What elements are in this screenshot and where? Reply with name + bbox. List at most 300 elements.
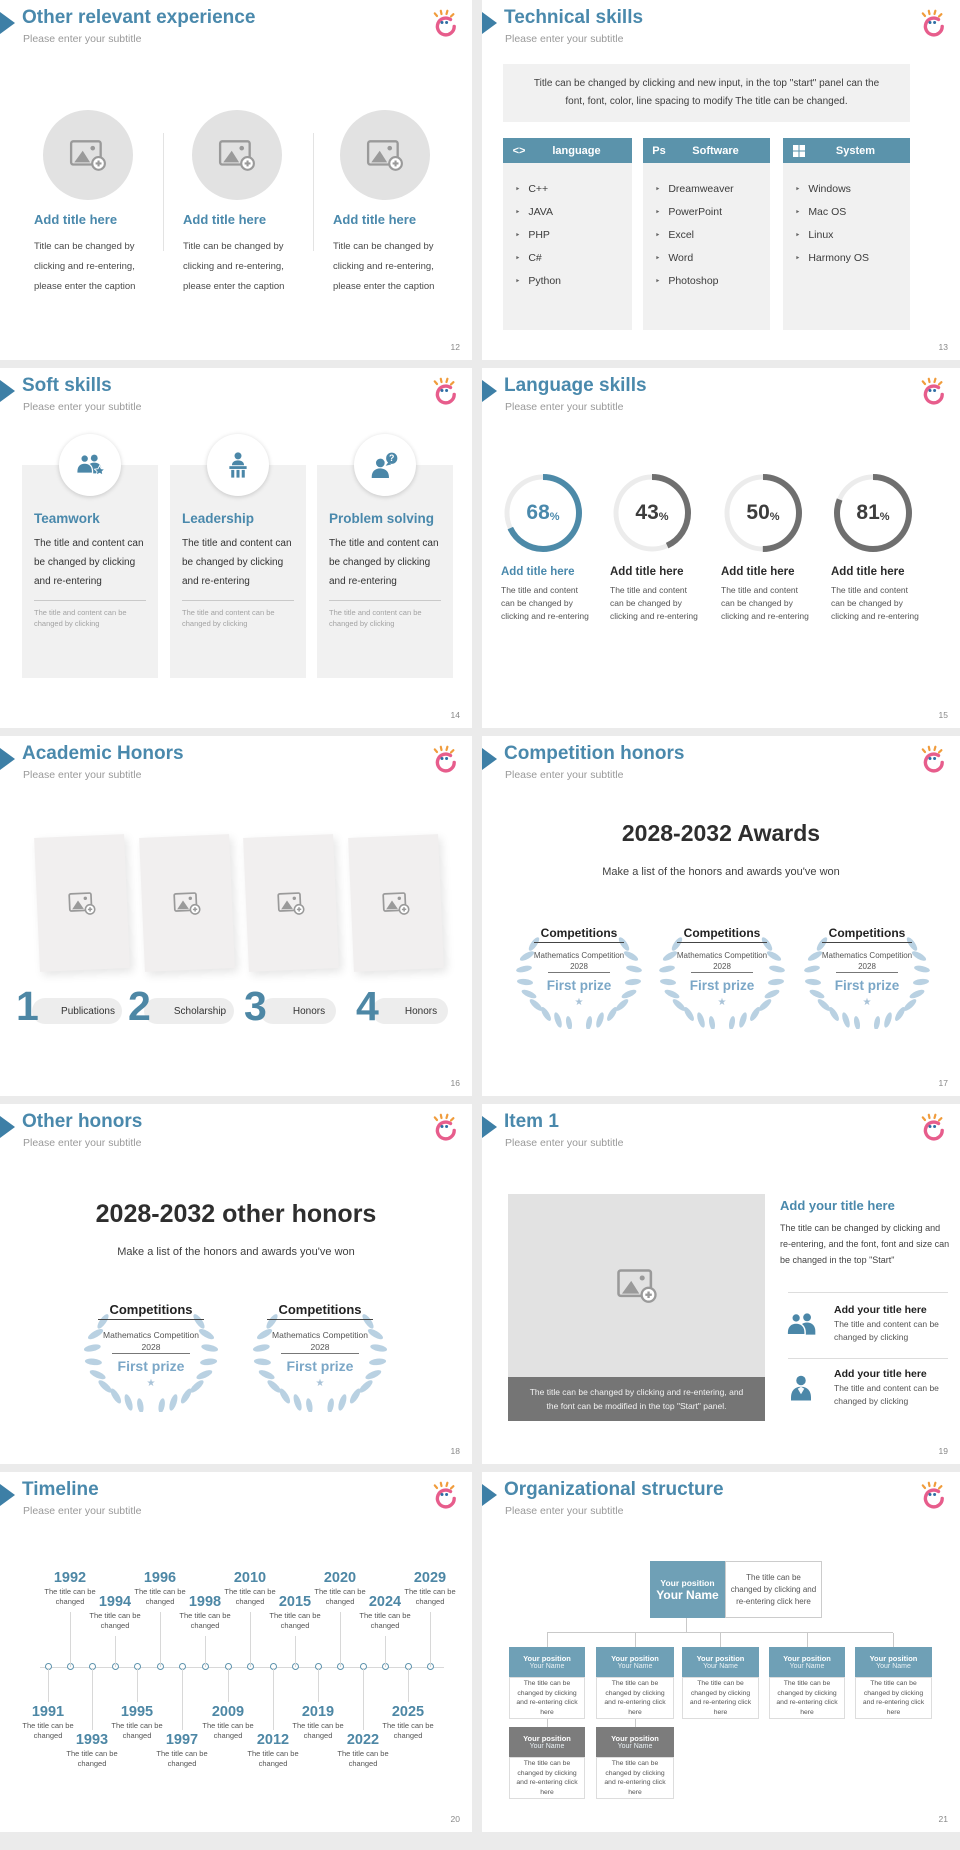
timeline-stem	[385, 1636, 386, 1667]
image-placeholder	[192, 110, 282, 200]
slide-title: Soft skills	[22, 375, 112, 396]
panel-body: The title can be changed by clicking and re-entering, and the font, font and size can be changed in the top "Start"	[780, 1223, 950, 1265]
honor-label: Honors	[372, 998, 448, 1024]
windows-icon	[783, 144, 815, 156]
teamwork-icon	[74, 451, 106, 479]
card-title: Teamwork	[34, 511, 100, 526]
timeline-note: The title can be changed	[134, 1587, 186, 1606]
column-header-label: Software	[692, 144, 739, 157]
people-icon	[784, 1309, 818, 1339]
item-caption: Title can be changed by clicking and re-entering, please enter the caption	[34, 241, 136, 292]
gauge-body: The title and content can be changed by clicking and re-entering	[721, 585, 809, 621]
caption-block	[183, 212, 313, 297]
timeline-year: 1996	[143, 1570, 177, 1586]
org-position: Your position	[869, 1654, 918, 1663]
timeline-stem	[48, 1668, 49, 1702]
timeline-year: 1995	[120, 1704, 154, 1720]
award-badge	[655, 924, 789, 1029]
page-number: 16	[450, 1078, 460, 1088]
badge-competition: Mathematics Competition	[676, 951, 768, 960]
certificate-placeholder	[34, 834, 130, 972]
percent-value: 43 %	[635, 501, 669, 524]
column-header	[503, 138, 632, 163]
skill-list	[655, 177, 770, 292]
timeline-stem	[182, 1668, 183, 1730]
card-footer: The title and content can be changed by clicking	[34, 608, 127, 628]
brand-logo-icon	[429, 1113, 459, 1143]
progress-gauge	[721, 471, 809, 623]
panel-item-body: The title and content can be changed by clicking	[834, 1319, 939, 1342]
timeline-stem	[273, 1668, 274, 1730]
gauge-title: Add title here	[501, 566, 575, 578]
skill-item: ‣ Word	[655, 246, 770, 269]
badge-year: 2028	[548, 962, 610, 973]
timeline-note: The title can be changed	[202, 1721, 254, 1740]
soft-skill-card	[22, 465, 158, 678]
org-child-note: The title can be changed by clicking and re-entering click here	[682, 1677, 759, 1719]
gauge-body: The title and content can be changed by clicking and re-entering	[610, 585, 698, 621]
org-name: Your Name	[703, 1663, 738, 1670]
panel-item	[782, 1368, 950, 1408]
timeline-note: The title can be changed	[66, 1749, 118, 1768]
header-arrow-icon	[482, 12, 497, 34]
slide-thumbnail-21[interactable]	[482, 1472, 960, 1832]
page-number: 12	[450, 342, 460, 352]
org-connector	[720, 1633, 721, 1647]
slide-title: Technical skills	[504, 7, 644, 28]
progress-gauge	[610, 471, 698, 623]
page-number: 14	[450, 710, 460, 720]
honor-number: 3	[244, 983, 267, 1029]
timeline-stem	[340, 1612, 341, 1667]
skill-item: ‣ Harmony OS	[795, 246, 910, 269]
badge-competition: Mathematics Competition	[103, 1330, 199, 1340]
timeline-stem	[115, 1636, 116, 1667]
badge-year: 2028	[836, 962, 898, 973]
divider	[788, 1292, 948, 1293]
org-assistant-note: The title can be changed by clicking and re-entering click here	[509, 1757, 585, 1799]
org-position: Your position	[523, 1654, 571, 1663]
icon-circle	[207, 434, 269, 496]
awards-heading: 2028-2032 Awards	[621, 820, 821, 846]
honor-item	[356, 983, 448, 1034]
timeline-note: The title can be changed	[89, 1611, 141, 1630]
brand-logo-icon	[917, 1481, 947, 1511]
timeline-note: The title can be changed	[156, 1749, 208, 1768]
skill-column-language	[503, 138, 632, 330]
skill-item: ‣ PHP	[515, 223, 632, 246]
slide-title: Other honors	[22, 1111, 143, 1132]
page-number: 17	[938, 1078, 948, 1088]
timeline-stem	[137, 1668, 138, 1702]
badge-title: Competitions	[677, 926, 767, 943]
certificate-placeholder	[139, 834, 235, 972]
add-image-icon	[616, 1267, 658, 1304]
add-image-icon	[381, 890, 410, 916]
slide-thumbnail-19[interactable]	[482, 1104, 960, 1464]
badge-competition: Mathematics Competition	[821, 951, 913, 960]
slide-thumbnail-12[interactable]	[0, 0, 472, 360]
certificate-placeholder	[243, 834, 339, 972]
column-header	[643, 138, 770, 163]
org-name: Your Name	[876, 1663, 911, 1670]
slide-subtitle: Please enter your subtitle	[23, 1137, 142, 1149]
org-position: Your position	[783, 1654, 831, 1663]
org-connector	[635, 1633, 636, 1647]
skill-column-system	[783, 138, 910, 330]
badge-prize: First prize	[286, 1358, 354, 1374]
org-child-note: The title can be changed by clicking and re-entering click here	[855, 1677, 932, 1719]
timeline-stem	[92, 1668, 93, 1730]
panel-item-body: The title and content can be changed by clicking	[834, 1383, 939, 1406]
add-image-icon	[276, 890, 305, 916]
awards-heading: 2028-2032 other honors	[95, 1200, 377, 1228]
honor-label: Publications	[32, 998, 122, 1024]
brand-logo-icon	[917, 745, 947, 775]
header-arrow-icon	[0, 748, 15, 770]
header-arrow-icon	[0, 1484, 15, 1506]
badge-year: 2028	[112, 1342, 190, 1354]
certificate-placeholder	[348, 834, 444, 972]
percent-value: 50 %	[746, 501, 780, 524]
org-connector	[686, 1618, 687, 1632]
slide-subtitle: Please enter your subtitle	[23, 1505, 142, 1517]
header-arrow-icon	[0, 380, 15, 402]
awards-subheading: Make a list of the honors and awards you've won	[602, 866, 840, 878]
org-position: Your position	[696, 1654, 745, 1663]
timeline-note: The title can be changed	[22, 1721, 74, 1740]
slide-title: Item 1	[504, 1111, 559, 1132]
header-arrow-icon	[482, 1484, 497, 1506]
honor-number: 4	[356, 983, 379, 1029]
skill-item: ‣ Python	[515, 269, 632, 292]
image-caption-bar: The title can be changed by clicking and re-entering, and the font can be modified in the top "Start" panel.	[508, 1377, 765, 1421]
slide-subtitle: Please enter your subtitle	[505, 769, 624, 781]
header-arrow-icon	[482, 1116, 497, 1138]
awards-subheading: Make a list of the honors and awards you've won	[117, 1246, 355, 1258]
skill-column-software	[643, 138, 770, 330]
timeline-note: The title can be changed	[247, 1749, 299, 1768]
timeline-year: 2020	[323, 1570, 357, 1586]
timeline-stem	[318, 1668, 319, 1702]
org-name: Your Name	[617, 1663, 653, 1670]
caption-block	[34, 212, 164, 297]
header-arrow-icon	[482, 748, 497, 770]
org-connector	[807, 1633, 808, 1647]
timeline-note: The title can be changed	[44, 1587, 96, 1606]
brand-logo-icon	[429, 745, 459, 775]
org-position: Your position	[523, 1734, 571, 1743]
timeline-note: The title can be changed	[292, 1721, 344, 1740]
soft-skill-card	[317, 465, 453, 678]
timeline-event	[398, 1570, 462, 1607]
divider	[788, 1358, 948, 1359]
skill-item: ‣ C++	[515, 177, 632, 200]
org-child-note: The title can be changed by clicking and re-entering click here	[509, 1677, 585, 1719]
honor-number: 2	[128, 983, 151, 1029]
slide-title: Competition honors	[504, 743, 685, 764]
brand-logo-icon	[429, 9, 459, 39]
slide-title: Academic Honors	[22, 743, 184, 764]
page-number: 13	[938, 342, 948, 352]
slide-thumbnail-17[interactable]	[482, 736, 960, 1096]
skill-item: ‣ JAVA	[515, 200, 632, 223]
timeline-note: The title can be changed	[404, 1587, 456, 1606]
org-name: Your Name	[789, 1663, 825, 1670]
timeline-note: The title can be changed	[269, 1611, 321, 1630]
timeline-stem	[160, 1612, 161, 1667]
badge-title: Competitions	[822, 926, 912, 943]
org-name: Your Name	[656, 1587, 719, 1602]
page-number: 20	[450, 1814, 460, 1824]
timeline-year: 1998	[188, 1594, 222, 1610]
gauge-title: Add title here	[721, 566, 795, 578]
badge-prize: First prize	[117, 1358, 185, 1374]
org-connector	[635, 1719, 636, 1727]
timeline-stem	[228, 1668, 229, 1702]
badge-year: 2028	[691, 962, 753, 973]
org-connector	[547, 1719, 548, 1727]
photoshop-icon: Ps	[652, 144, 666, 157]
star-icon: ★	[862, 997, 872, 1008]
org-child-box	[769, 1647, 845, 1677]
image-placeholder	[43, 110, 133, 200]
person-icon	[784, 1373, 818, 1403]
org-position: Your position	[611, 1654, 659, 1663]
header-arrow-icon	[482, 380, 497, 402]
timeline-note: The title can be changed	[111, 1721, 163, 1740]
org-child-note: The title can be changed by clicking and re-entering click here	[769, 1677, 845, 1719]
org-child-box	[855, 1647, 932, 1677]
honor-item	[244, 983, 336, 1034]
icon-circle	[59, 434, 121, 496]
org-child-box	[682, 1647, 759, 1677]
org-name: Your Name	[529, 1743, 565, 1750]
add-image-icon	[172, 890, 201, 916]
badge-competition: Mathematics Competition	[272, 1330, 368, 1340]
slide-thumbnail-13[interactable]	[482, 0, 960, 360]
org-root-box	[650, 1561, 725, 1618]
timeline-year: 2019	[301, 1704, 335, 1720]
org-assistant-note: The title can be changed by clicking and re-entering click here	[596, 1757, 674, 1799]
badge-prize: First prize	[546, 978, 612, 993]
card-title: Problem solving	[329, 511, 435, 526]
leadership-icon	[222, 451, 254, 479]
gauge-title: Add title here	[610, 566, 684, 578]
org-assistant-box	[509, 1727, 585, 1757]
honor-item	[128, 983, 234, 1034]
timeline-year: 2024	[368, 1594, 402, 1610]
slide-title: Language skills	[504, 375, 647, 396]
divider	[313, 133, 314, 251]
org-child-note: The title can be changed by clicking and re-entering click here	[596, 1677, 674, 1719]
item-caption: Title can be changed by clicking and re-entering, please enter the caption	[333, 241, 435, 292]
timeline-stem	[430, 1612, 431, 1667]
icon-circle	[354, 434, 416, 496]
timeline-note: The title can be changed	[314, 1587, 366, 1606]
header-arrow-icon	[0, 12, 15, 34]
slide-subtitle: Please enter your subtitle	[505, 401, 624, 413]
badge-prize: First prize	[834, 978, 900, 993]
code-icon: <>	[512, 144, 526, 157]
timeline-note: The title can be changed	[224, 1587, 276, 1606]
page-number: 19	[938, 1446, 948, 1456]
org-position: Your position	[660, 1577, 715, 1588]
panel-title: Add your title here	[780, 1198, 895, 1213]
timeline-year: 2029	[413, 1570, 447, 1586]
honor-item	[16, 983, 122, 1034]
honor-number: 1	[16, 983, 39, 1029]
page-number: 21	[938, 1814, 948, 1824]
timeline-year: 2015	[278, 1594, 312, 1610]
badge-competition: Mathematics Competition	[533, 951, 625, 960]
slide-title: Organizational structure	[504, 1479, 724, 1500]
timeline-event	[376, 1704, 440, 1741]
brand-logo-icon	[917, 377, 947, 407]
timeline-year: 1994	[98, 1594, 132, 1610]
slide-thumbnail-15[interactable]	[482, 368, 960, 728]
percent-value: 68 %	[526, 501, 560, 524]
gauge-title: Add title here	[831, 566, 905, 578]
award-badge	[245, 1300, 395, 1412]
brand-logo-icon	[429, 1481, 459, 1511]
skill-item: ‣ Windows	[795, 177, 910, 200]
star-icon: ★	[717, 997, 727, 1008]
item-caption: Title can be changed by clicking and re-entering, please enter the caption	[183, 241, 285, 292]
page-number: 18	[450, 1446, 460, 1456]
timeline-stem	[250, 1612, 251, 1667]
timeline-year: 2025	[391, 1704, 425, 1720]
badge-title: Competitions	[534, 926, 624, 943]
timeline-year: 1993	[75, 1732, 109, 1748]
slide-subtitle: Please enter your subtitle	[23, 401, 142, 413]
card-title: Leadership	[182, 511, 255, 526]
slide-subtitle: Please enter your subtitle	[505, 1137, 624, 1149]
skill-item: ‣ Photoshop	[655, 269, 770, 292]
card-footer: The title and content can be changed by clicking	[329, 608, 422, 628]
org-assistant-box	[596, 1727, 674, 1757]
panel-item	[782, 1304, 950, 1344]
divider	[182, 600, 294, 601]
timeline-year: 1991	[31, 1704, 65, 1720]
skill-list	[795, 177, 910, 269]
caption-block	[333, 212, 463, 297]
brand-logo-icon	[917, 1113, 947, 1143]
badge-prize: First prize	[689, 978, 755, 993]
timeline-year: 2010	[233, 1570, 267, 1586]
slide-subtitle: Please enter your subtitle	[505, 33, 624, 45]
skill-item: ‣ Excel	[655, 223, 770, 246]
timeline-note: The title can be changed	[337, 1749, 389, 1768]
org-connector	[893, 1633, 894, 1647]
timeline-year: 2022	[346, 1732, 380, 1748]
skill-item: ‣ Linux	[795, 223, 910, 246]
slide-subtitle: Please enter your subtitle	[505, 1505, 624, 1517]
timeline-stem	[295, 1636, 296, 1667]
badge-year: 2028	[281, 1342, 359, 1354]
timeline-stem	[363, 1668, 364, 1730]
progress-gauge	[501, 471, 589, 623]
slide-thumbnail-14[interactable]	[0, 368, 472, 728]
timeline-note: The title can be changed	[382, 1721, 434, 1740]
award-badge	[76, 1300, 226, 1412]
add-image-icon	[67, 890, 96, 916]
timeline-year: 2012	[256, 1732, 290, 1748]
timeline-year: 1992	[53, 1570, 87, 1586]
slide-title: Timeline	[22, 1479, 99, 1500]
skill-item: ‣ Mac OS	[795, 200, 910, 223]
org-name: Your Name	[617, 1743, 653, 1750]
divider	[34, 600, 146, 601]
slide-thumbnail-18[interactable]	[0, 1104, 472, 1464]
page-number: 15	[938, 710, 948, 720]
skill-list	[515, 177, 632, 292]
org-name: Your Name	[529, 1663, 565, 1670]
card-body: The title and content can be changed by clicking and re-entering	[329, 538, 439, 587]
progress-gauge	[831, 471, 919, 623]
org-child-box	[509, 1647, 585, 1677]
award-badge	[512, 924, 646, 1029]
slide-thumbnail-16[interactable]	[0, 736, 472, 1096]
problem-solving-icon	[369, 451, 401, 479]
award-badge	[800, 924, 934, 1029]
org-root-note: The title can be changed by clicking and re-entering click here	[725, 1561, 822, 1618]
badge-title: Competitions	[98, 1302, 204, 1320]
org-connector	[547, 1633, 548, 1647]
column-header-label: System	[835, 144, 876, 157]
item-title: Add title here	[183, 212, 267, 227]
add-image-icon	[366, 138, 404, 172]
timeline-note: The title can be changed	[359, 1611, 411, 1630]
skill-item: ‣ PowerPoint	[655, 200, 770, 223]
divider	[329, 600, 441, 601]
soft-skill-card	[170, 465, 306, 678]
column-header-label: language	[552, 144, 601, 157]
percent-value: 81 %	[856, 501, 890, 524]
org-position: Your position	[611, 1734, 659, 1743]
timeline-stem	[408, 1668, 409, 1702]
gauge-body: The title and content can be changed by clicking and re-entering	[501, 585, 589, 621]
star-icon: ★	[315, 1378, 325, 1389]
timeline-stem	[205, 1636, 206, 1667]
brand-logo-icon	[917, 9, 947, 39]
honor-label: Scholarship	[144, 998, 234, 1024]
timeline-stem	[70, 1612, 71, 1667]
slide-title: Other relevant experience	[22, 7, 256, 28]
honor-label: Honors	[260, 998, 336, 1024]
column-header	[783, 138, 910, 163]
gauge-body: The title and content can be changed by clicking and re-entering	[831, 585, 919, 621]
slide-thumbnail-20[interactable]	[0, 1472, 472, 1832]
card-body: The title and content can be changed by clicking and re-entering	[34, 538, 144, 587]
skill-item: ‣ C#	[515, 246, 632, 269]
org-child-box	[596, 1647, 674, 1677]
card-body: The title and content can be changed by clicking and re-entering	[182, 538, 292, 587]
header-arrow-icon	[0, 1116, 15, 1138]
star-icon: ★	[146, 1378, 156, 1389]
timeline-year: 1997	[165, 1732, 199, 1748]
timeline-note: The title can be changed	[179, 1611, 231, 1630]
add-image-icon	[218, 138, 256, 172]
item-title: Add title here	[34, 212, 118, 227]
panel-item-title: Add your title here	[834, 1304, 927, 1316]
brand-logo-icon	[429, 377, 459, 407]
star-icon: ★	[574, 997, 584, 1008]
item-title: Add title here	[333, 212, 417, 227]
timeline-year: 2009	[211, 1704, 245, 1720]
slide-subtitle: Please enter your subtitle	[23, 769, 142, 781]
slide-subtitle: Please enter your subtitle	[23, 33, 142, 45]
